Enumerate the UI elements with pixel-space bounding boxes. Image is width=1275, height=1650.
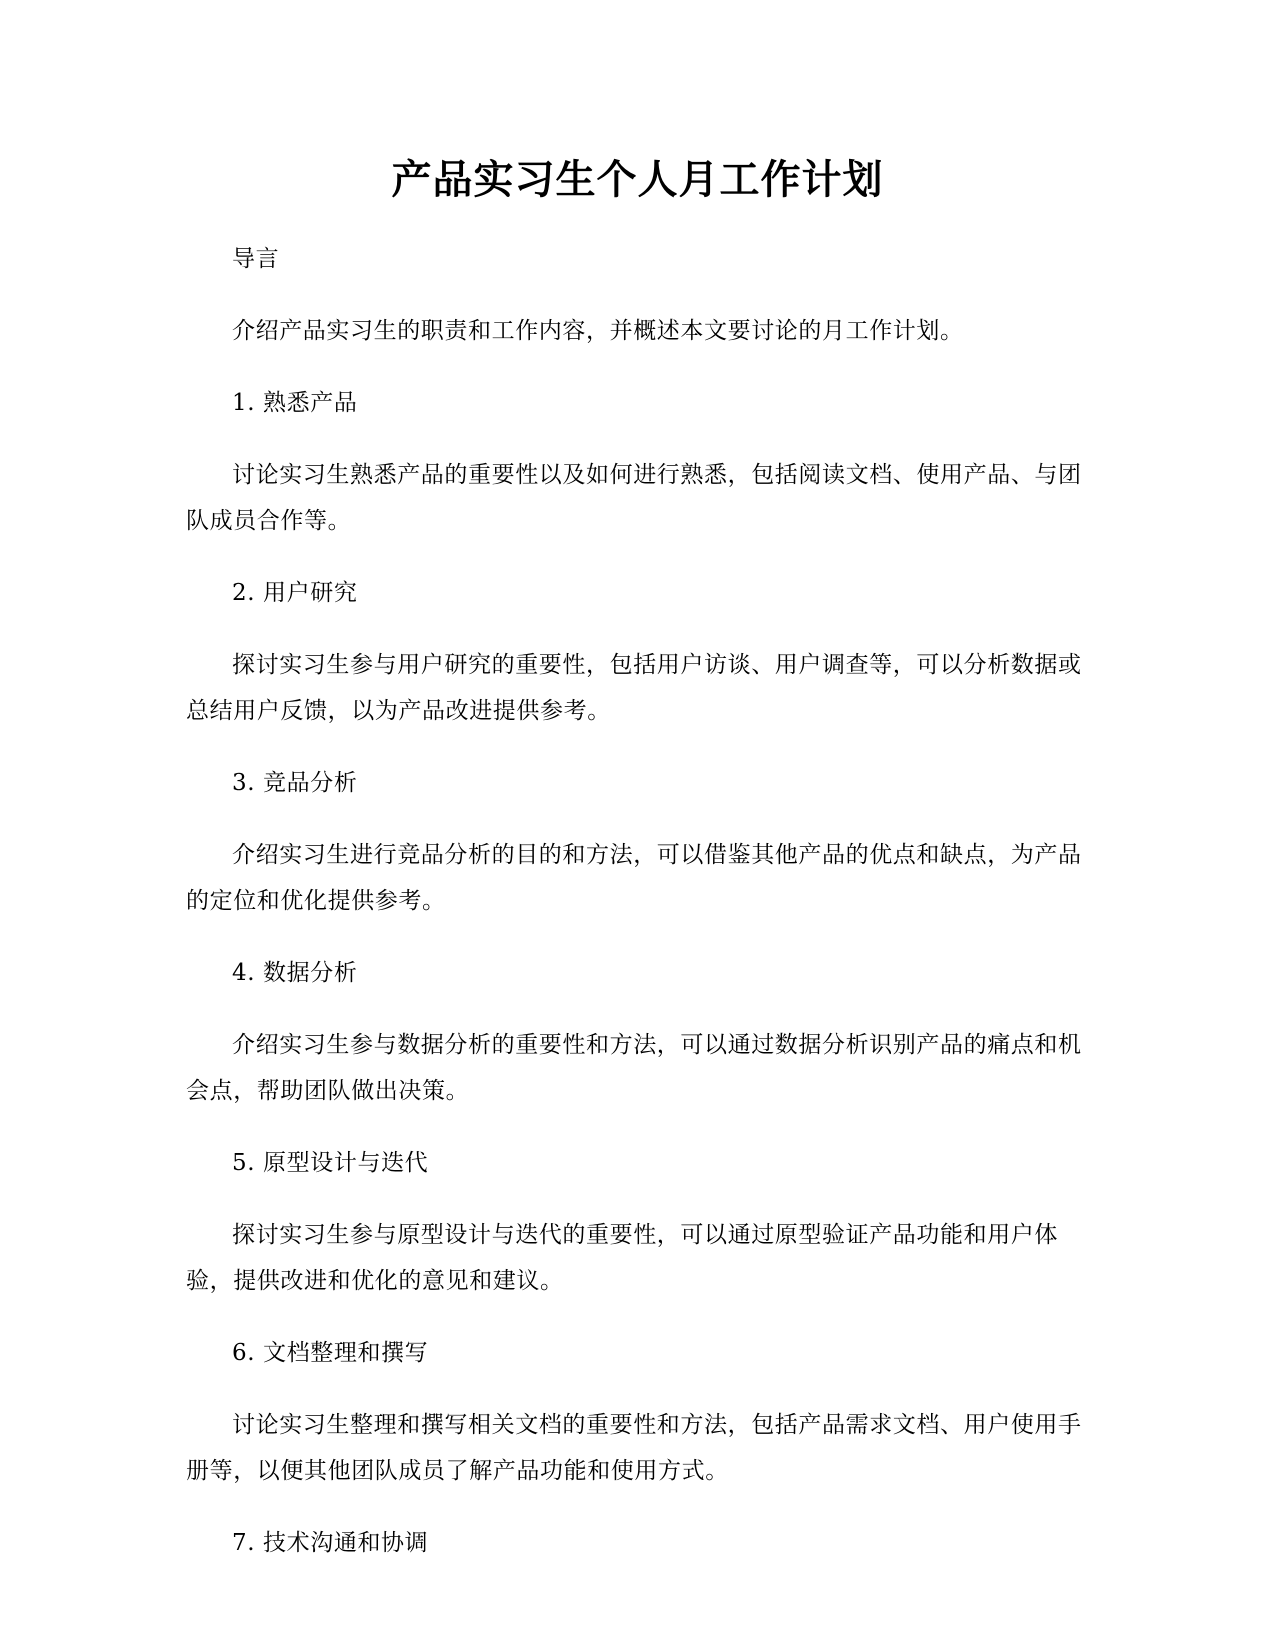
section-text-2: 探讨实习生参与用户研究的重要性，包括用户访谈、用户调查等，可以分析数据或总结用户反馈，以为产品改进提供参考。	[186, 652, 1082, 724]
section-text-3: 介绍实习生进行竞品分析的目的和方法，可以借鉴其他产品的优点和缺点，为产品的定位和优化提供参考。	[186, 842, 1082, 914]
document-body	[186, 236, 1090, 1592]
section-text-5: 探讨实习生参与原型设计与迭代的重要性，可以通过原型验证产品功能和用户体验，提供改进和优化的意见和建议。	[186, 1222, 1058, 1294]
section-heading-2: 2. 用户研究	[232, 580, 358, 606]
intro-text: 介绍产品实习生的职责和工作内容，并概述本文要讨论的月工作计划。	[232, 318, 964, 344]
intro-heading: 导言	[232, 246, 280, 272]
section-heading-4: 4. 数据分析	[232, 960, 358, 986]
section-text-4: 介绍实习生参与数据分析的重要性和方法，可以通过数据分析识别产品的痛点和机会点，帮助团队做出决策。	[186, 1032, 1082, 1104]
section-text-6: 讨论实习生整理和撰写相关文档的重要性和方法，包括产品需求文档、用户使用手册等，以便其他团队成员了解产品功能和使用方式。	[186, 1412, 1082, 1484]
section-heading-3: 3. 竞品分析	[232, 770, 358, 796]
section-heading-5: 5. 原型设计与迭代	[232, 1150, 429, 1176]
section-heading-6: 6. 文档整理和撰写	[232, 1340, 429, 1366]
section-heading-7: 7. 技术沟通和协调	[232, 1530, 429, 1556]
section-text-1: 讨论实习生熟悉产品的重要性以及如何进行熟悉，包括阅读文档、使用产品、与团队成员合作等。	[186, 462, 1082, 534]
document-title: 产品实习生个人月工作计划	[391, 157, 884, 203]
section-heading-1: 1. 熟悉产品	[232, 390, 358, 416]
